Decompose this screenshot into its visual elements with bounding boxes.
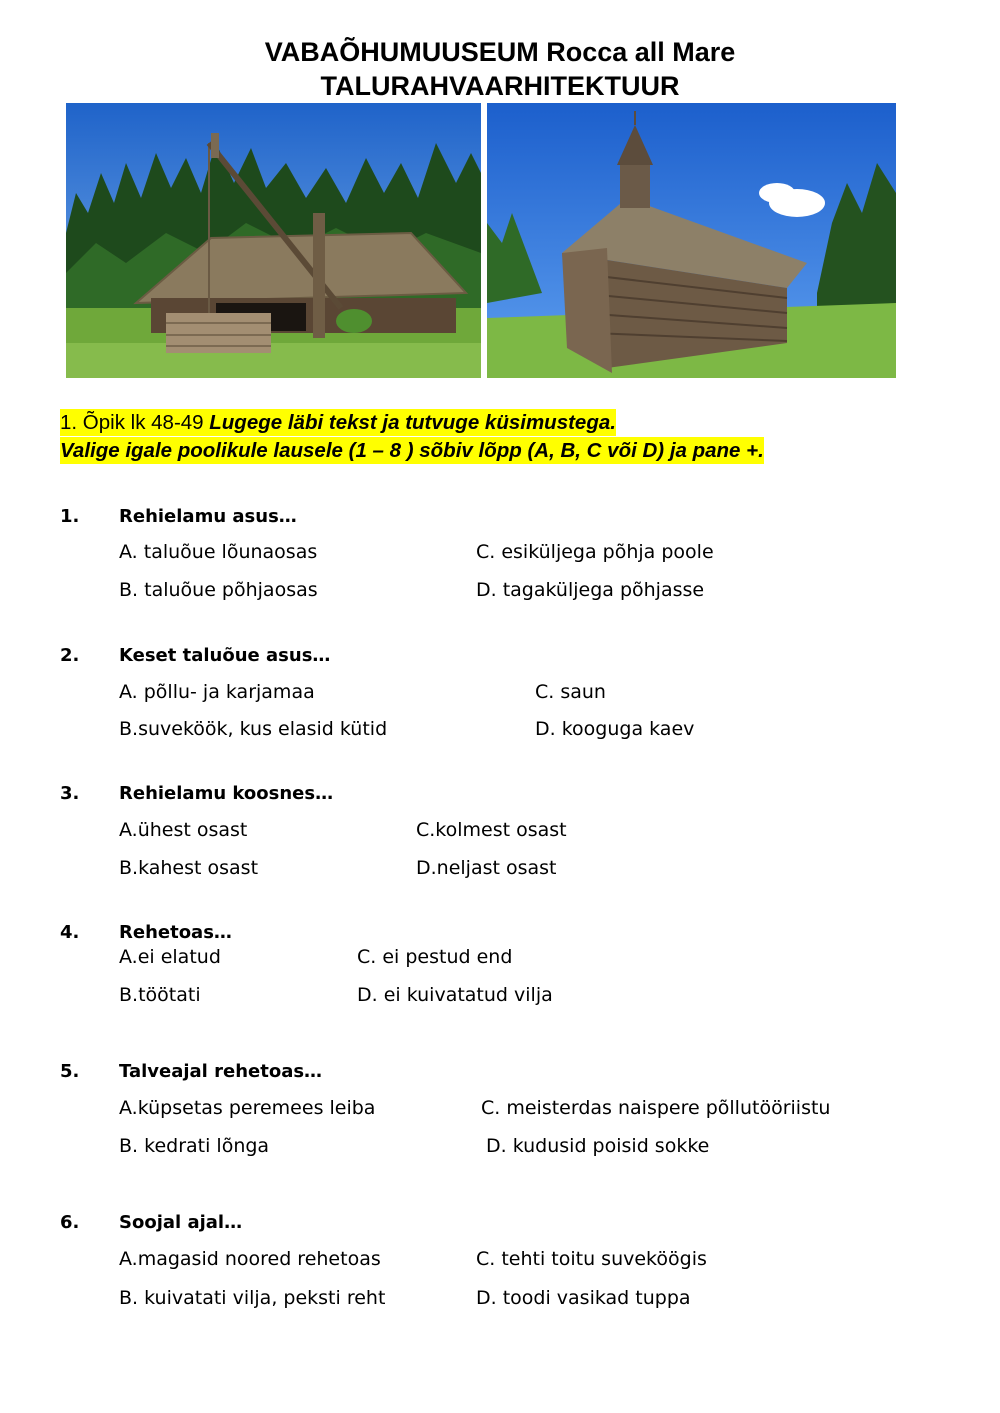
question-text: Talveajal rehetoas… (119, 1061, 323, 1082)
option-b: B. taluõue põhjaosas (119, 579, 318, 601)
option-c: C. ei pestud end (357, 946, 513, 968)
option-b: B. kuivatati vilja, peksti reht (119, 1287, 386, 1309)
instruction-line-2 (60, 437, 764, 464)
question-number: 3. (60, 783, 80, 804)
option-b: B.suveköök, kus elasid kütid (119, 718, 388, 740)
question-number: 6. (60, 1212, 80, 1233)
question-text: Rehielamu koosnes… (119, 783, 334, 804)
question-number: 4. (60, 922, 80, 943)
option-d: D. toodi vasikad tuppa (476, 1287, 691, 1309)
option-c: C. meisterdas naispere põllutööriistu (481, 1097, 831, 1119)
option-d: D. kudusid poisid sokke (486, 1135, 710, 1157)
option-a: A.küpsetas peremees leiba (119, 1097, 376, 1119)
option-c: C.kolmest osast (416, 819, 567, 841)
instruction-task: Lugege läbi tekst ja tutvuge küsimustega. (209, 411, 616, 434)
option-a: A. põllu- ja karjamaa (119, 681, 315, 703)
question-number: 2. (60, 645, 80, 666)
option-c: C. esiküljega põhja poole (476, 541, 714, 563)
photo-barn-dwelling (66, 103, 481, 378)
option-a: A.magasid noored rehetoas (119, 1248, 381, 1270)
page-title-line-1: VABAÕHUMUUSEUM Rocca all Mare (264, 37, 736, 67)
option-a: A.ei elatud (119, 946, 221, 968)
page-title-line-2: TALURAHVAARHITEKTUUR (320, 71, 680, 101)
option-a: A.ühest osast (119, 819, 248, 841)
option-d: D. kooguga kaev (535, 718, 695, 740)
question-text: Soojal ajal… (119, 1212, 243, 1233)
instruction-choose: Valige igale poolikule lausele (1 – 8 ) sõbiv lõpp (A, B, C või D) ja pane +. (60, 439, 764, 462)
question-text: Keset taluõue asus… (119, 645, 331, 666)
question-text: Rehetoas… (119, 922, 232, 943)
instruction-line-1 (60, 409, 616, 436)
instruction-source: 1. Õpik lk 48-49 (60, 411, 210, 434)
option-d: D. ei kuivatatud vilja (357, 984, 553, 1006)
question-number: 1. (60, 506, 80, 527)
option-d: D. tagaküljega põhjasse (476, 579, 705, 601)
photo-wooden-chapel (487, 103, 896, 378)
option-a: A. taluõue lõunaosas (119, 541, 318, 563)
option-b: B.kahest osast (119, 857, 259, 879)
option-c: C. saun (535, 681, 606, 703)
question-text: Rehielamu asus… (119, 506, 297, 527)
question-number: 5. (60, 1061, 80, 1082)
option-c: C. tehti toitu suveköögis (476, 1248, 707, 1270)
option-d: D.neljast osast (416, 857, 557, 879)
option-b: B. kedrati lõnga (119, 1135, 270, 1157)
option-b: B.töötati (119, 984, 201, 1006)
